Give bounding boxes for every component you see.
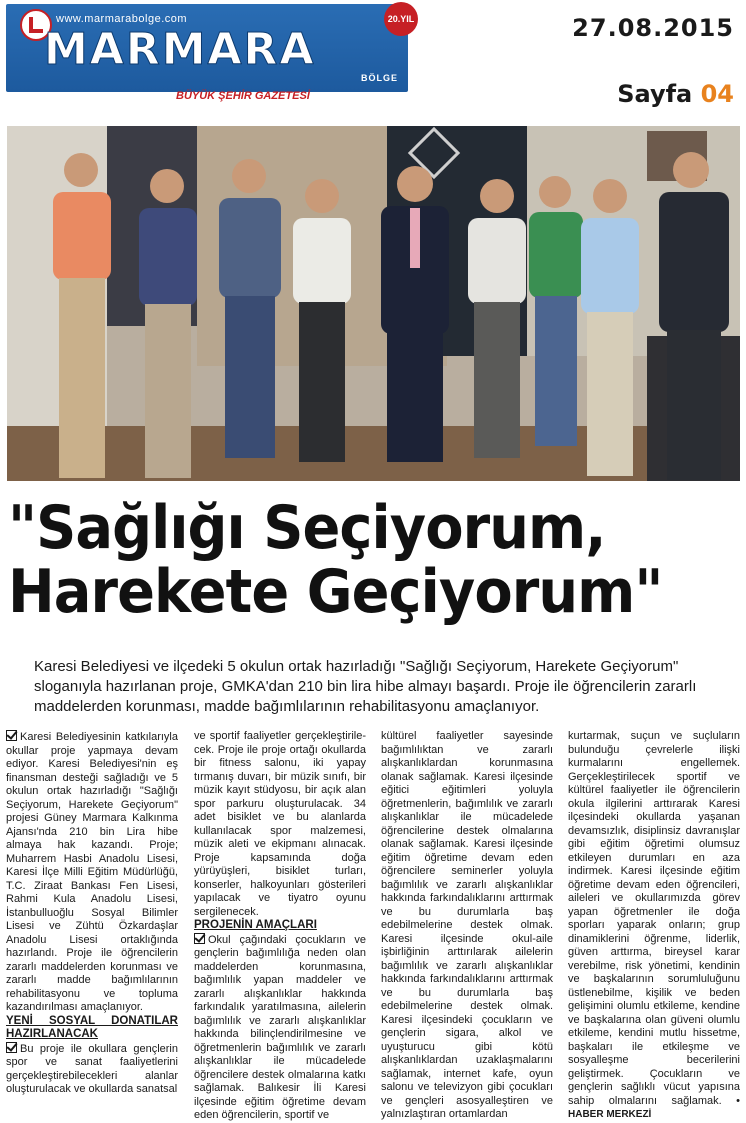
- column-2-paragraph-1: ve sportif faaliyetler gerçekleştirile-cek. Proje ile proje ortağı okullarda bir fitness salonu, iki yapay tırmanış duvarı, bir müzik sınıfı, bir müzik kayıt stüdyosu, bir açık alan spor parkuru oluşturulacak. 34 adet bisiklet ve bu alanlarda kullanılacak spor malzemesi, müzik aleti ve ekipmanı alınacak. Proje kapsamında doğa yürüyüşleri, bisiklet turları, konserler, halkoyunları gösterileri yapılacak ve tiyatro oyunu sergilenecek.: [194, 730, 366, 918]
- page-word: Sayfa: [617, 80, 693, 108]
- article-lead: Karesi Belediyesi ve ilçedeki 5 okulun ortak hazırladığı "Sağlığı Seçiyorum, Harekete Geçiyorum" sloganıyla hazırlanan proje, GMKA'dan 210 bin lira hibe almayı başardı. Proje ile öğrencilerin zararlı maddelerden korunması, madde bağımlılarının rehabilitasyonu amaçlanıyor.: [34, 658, 697, 715]
- masthead: [6, 4, 408, 90]
- article-column-4: kurtarmak, suçun ve suçluların bulunduğu çevrelerle ilişki kurmalarını engellemek. Gerçekleştirilecek sportif ve kültürel faaliyetler ile öğrencilerin okula ilgilerini arttırarak Karesi ilçesindeki okullarda yaşanan devamsızlık, disiplinsiz davranışlar gibi eğitim öğretimi olumsuz etkileyen durumları en aza indirmek. Karesi ilçesinde eğitim öğretime devam eden öğrencileri, aileleri ve okullarımızda görev yapan öğretmenler ile doğa sporları yaparak onların; grup dinamiklerini öğrenme, liderlik, güven arttırma, bireysel karar verebilme, risk yönetimi, kendinin ve başkalarının sorumluluğunu üstlenebilme, kişilik ve beden gelişimini olumlu etkileme, kendine ve başkalarına olan güveni olumlu etkileme, kendini mutlu hissetme, başkaları ile etkileşme ve sosyalleşme becerilerini geliştirmek. Çocukların ve gençlerin sağlıklı vücut yapısına sahip olmalarını sağlamak. • HABER MERKEZİ: [568, 730, 740, 1120]
- checkbox-bullet-icon: [194, 933, 205, 944]
- masthead-url: www.marmarabolge.com: [56, 13, 188, 25]
- column-3-paragraph-1: kültürel faaliyetler sayesinde bağımlılıktan ve zararlı alışkanlıklardan korunmasına olanak sağlamak. Karesi ilçesinde eğitici eğitimleri yoluyla öğretmenlerin, bağımlılık ve zararlı alışkanlıklar ile mücadelede öğrencilerine destek olmalarına olanak sağlamak. Karesi ilçesinde eğitim öğretime devam eden öğrencilere seminerler yoluyla bağımlılık ve zararlı alışkanlıklar hakkında farkındalıklarını arttırmak ve bu durumlarla baş edebilmelerine destek olmak. Karesi ilçesinde okul-aile işbirliğinin arttırılarak ailelerin bağımlılık ve zararlı alışkanlıklar hakkında farkındalıklarını arttırmak ve bu durumlarla baş edebilmelerine destek olmak. Karesi ilçesindeki çocukların ve gençlerin sigara, alkol ve uyuşturucu gibi kötü alışkanlıklardan uzaklaşmalarını sağlamak, internet kafe, oyun salonu ve televizyon gibi çocukları ve gençleri asosyalleştiren ve yalnızlaştıran ortamlardan: [381, 730, 553, 1120]
- column-1-paragraph-2: Bu proje ile okullara gençlerin spor ve sanat faaliyetlerini gerçekleştirebilecekleri alanlar oluşturulacak ve okullarda sanatsal: [6, 1042, 178, 1095]
- article-column-1: [6, 730, 178, 1097]
- subheading-project-goals: PROJENİN AMAÇLARI: [194, 919, 317, 931]
- checkbox-bullet-icon: [6, 730, 17, 741]
- anniversary-badge: 20.YIL: [384, 2, 418, 36]
- group-photo: [7, 126, 740, 481]
- checkbox-bullet-icon: [6, 1042, 17, 1053]
- newspaper-subtitle: BÖLGE: [360, 73, 398, 83]
- article-column-3: [381, 730, 553, 1122]
- article-headline: [8, 493, 691, 627]
- headline-line-1: "Sağlığı Seçiyorum,: [8, 493, 606, 563]
- article-byline: HABER MERKEZİ: [568, 1109, 652, 1120]
- newspaper-tagline: BÜYÜK ŞEHİR GAZETESİ: [176, 90, 310, 102]
- page-number: [617, 80, 734, 108]
- group-photo-illustration: [7, 126, 740, 481]
- page-num: 04: [700, 80, 734, 108]
- newspaper-name: MARMARA: [44, 24, 316, 75]
- column-1-paragraph-1: Karesi Belediyesinin katkılarıyla okullar proje yapmaya devam ediyor. Karesi Belediyesi'nin eş finansman desteği sağladığı ve 5 okulun ortak hazırladığı "Sağlığı Seçiyorum, Harekete Geçiyorum" projesi Güney Marmara Kalkınma Ajansı'nda 210 bin Lira hibe almaya hak kazandı. Proje; Muharrem Hasbi Anadolu Lisesi, Karesi İlçe Milli Eğitim Müdürlüğü, T.C. Ziraat Bankası Fen Lisesi, Rahmi Kula Anadolu Lisesi, İstanbulluoğlu Sosyal Bilimler Lisesi ve Zühtü Özkardaşlar Anadolu Lisesi ortaklığında hazırlandı. Proje ile öğrencilerin zararlı maddelerden korunması ve zararlı madde bağımlılarının rehabilitasyonu ve topluma kazandırılması amaçlanıyor.: [6, 731, 178, 1013]
- subheading-new-facilities: YENİ SOSYAL DONATILAR HAZIRLANACAK: [6, 1014, 178, 1040]
- issue-date: 27.08.2015: [572, 14, 734, 42]
- column-2-paragraph-2: Okul çağındaki çocukların ve gençlerin bağımlılığa neden olan maddelerden korunmasına, bağımlılık yapan maddeler ve zararlı alışkanlıklar hakkında farkındalık yaratılmasına, ailelerin bağımlılık ve zararlı alışkanlıklar hakkında bilinçlendirilmesine ve öğretmenlerin bağımlılık ve zararlı alışkanlıklar ile mücadelede öğrencilere destek olmalarına katkı sağlamak. Balıkesir İli Karesi ilçesinde eğitim öğretime devam eden öğrencilerin, sportif ve: [194, 933, 366, 1121]
- column-4-paragraph-1: kurtarmak, suçun ve suçluların bulunduğu çevrelerle ilişki kurmalarını engellemek. Gerçekleştirilecek sportif ve kültürel faaliyetler ile öğrencilerin okula ilgilerini arttırarak Karesi ilçesindeki okullarda yaşanan devamsızlık, disiplinsiz davranışlar gibi eğitim öğretimi olumsuz etkileyen durumları en aza indirmek. Karesi ilçesinde eğitim öğretime devam eden öğrencileri, aileleri ve okullarımızda görev yapan öğretmenler ile doğa sporları yaparak onların; grup dinamiklerini öğrenme, liderlik, güven arttırma, bireysel karar verebilme, risk yönetimi, kendinin ve başkalarının sorumluluğunu üstlenebilme, kişilik ve beden gelişimini olumlu etkileme, kendine ve başkalarına olan güveni olumlu etkileme, kendini mutlu hissetme, başkaları ile etkileşme ve sosyalleşme becerilerini geliştirmek. Çocukların ve gençlerin sağlıklı vücut yapısına sahip olmalarını sağlamak.: [568, 730, 740, 1107]
- headline-line-2: Harekete Geçiyorum": [8, 557, 663, 627]
